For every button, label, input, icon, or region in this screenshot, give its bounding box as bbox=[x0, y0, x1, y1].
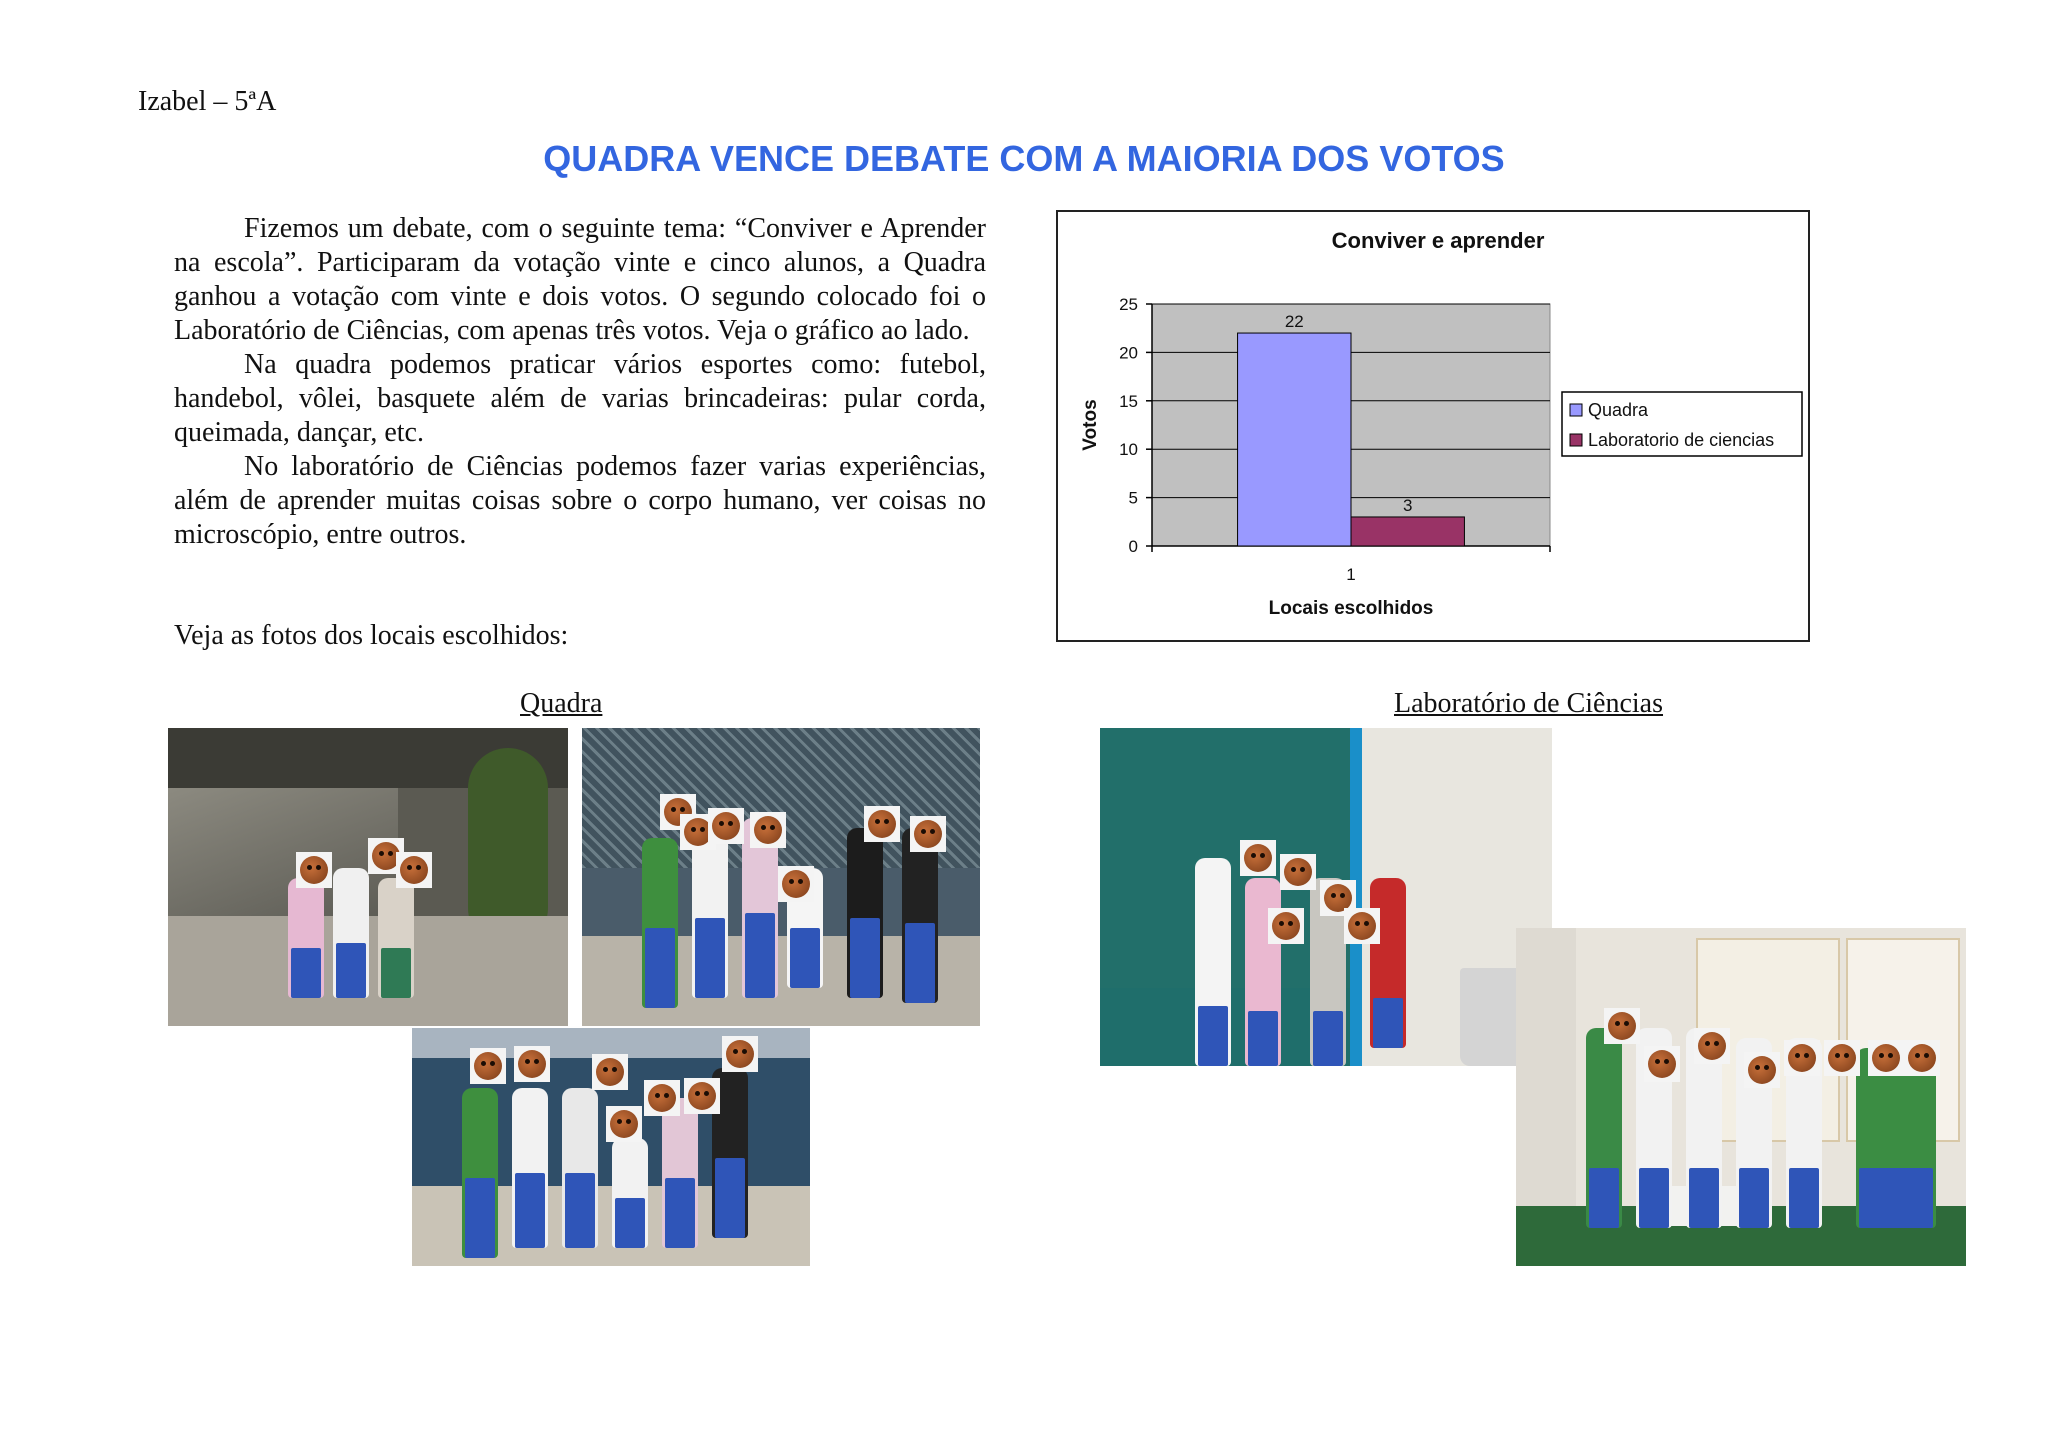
article-paragraph: No laboratório de Ciências podemos fazer varias experiências, além de aprender muitas coisas sobre o corpo humano, ver coisas no microscópio, entre outros. bbox=[174, 451, 986, 550]
y-tick-label: 25 bbox=[1119, 295, 1138, 314]
y-tick-label: 10 bbox=[1119, 440, 1138, 460]
x-axis-label: Locais escolhidos bbox=[1268, 598, 1434, 619]
lab-photo-1 bbox=[1100, 728, 1552, 1066]
chart-box bbox=[1056, 210, 1810, 642]
article-paragraph: Na quadra podemos praticar vários esportes como: futebol, handebol, vôlei, basquete além de varias brincadeiras: pular corda, queimada, dançar, etc. bbox=[174, 349, 986, 448]
quadra-photo-1 bbox=[168, 728, 568, 1026]
data-label: 22 bbox=[1284, 312, 1304, 332]
bar-laboratorio-de-ciencias bbox=[1351, 517, 1464, 546]
bar-quadra bbox=[1238, 333, 1351, 546]
article-body bbox=[174, 212, 986, 552]
author-line: Izabel – 5ªA bbox=[138, 86, 277, 117]
y-axis-label: Votos bbox=[1080, 399, 1101, 451]
legend-swatch bbox=[1570, 434, 1582, 446]
data-label: 3 bbox=[1402, 495, 1413, 515]
quadra-photo-2 bbox=[582, 728, 980, 1026]
lab-photo-2 bbox=[1516, 928, 1966, 1266]
y-tick-label: 0 bbox=[1128, 537, 1138, 556]
legend-swatch bbox=[1570, 404, 1582, 416]
quadra-photo-3 bbox=[412, 1028, 810, 1266]
chart-title: Conviver e aprender bbox=[1331, 228, 1545, 253]
x-tick-label: 1 bbox=[1346, 565, 1356, 584]
y-tick-label: 15 bbox=[1119, 391, 1138, 411]
legend-entry: Laboratorio de ciencias bbox=[1588, 430, 1775, 450]
quadra-caption: Quadra bbox=[520, 688, 603, 719]
y-tick-label: 20 bbox=[1119, 343, 1138, 363]
lab-caption: Laboratório de Ciências bbox=[1394, 688, 1664, 719]
article-paragraph: Fizemos um debate, com o seguinte tema: “Conviver e Aprender na escola”. Participaram da votação vinte e cinco alunos, a Quadra ganhou a votação com vinte e dois votos. O segundo colocado foi o Laboratório de Ciências, com apenas três votos. Veja o gráfico ao lado. bbox=[174, 213, 986, 346]
see-photos-text: Veja as fotos dos locais escolhidos: bbox=[174, 620, 569, 651]
headline: QUADRA VENCE DEBATE COM A MAIORIA DOS VOTOS bbox=[543, 138, 1505, 179]
y-tick-label: 5 bbox=[1128, 488, 1138, 508]
bar-chart bbox=[1058, 212, 1808, 640]
legend-entry: Quadra bbox=[1588, 400, 1649, 420]
